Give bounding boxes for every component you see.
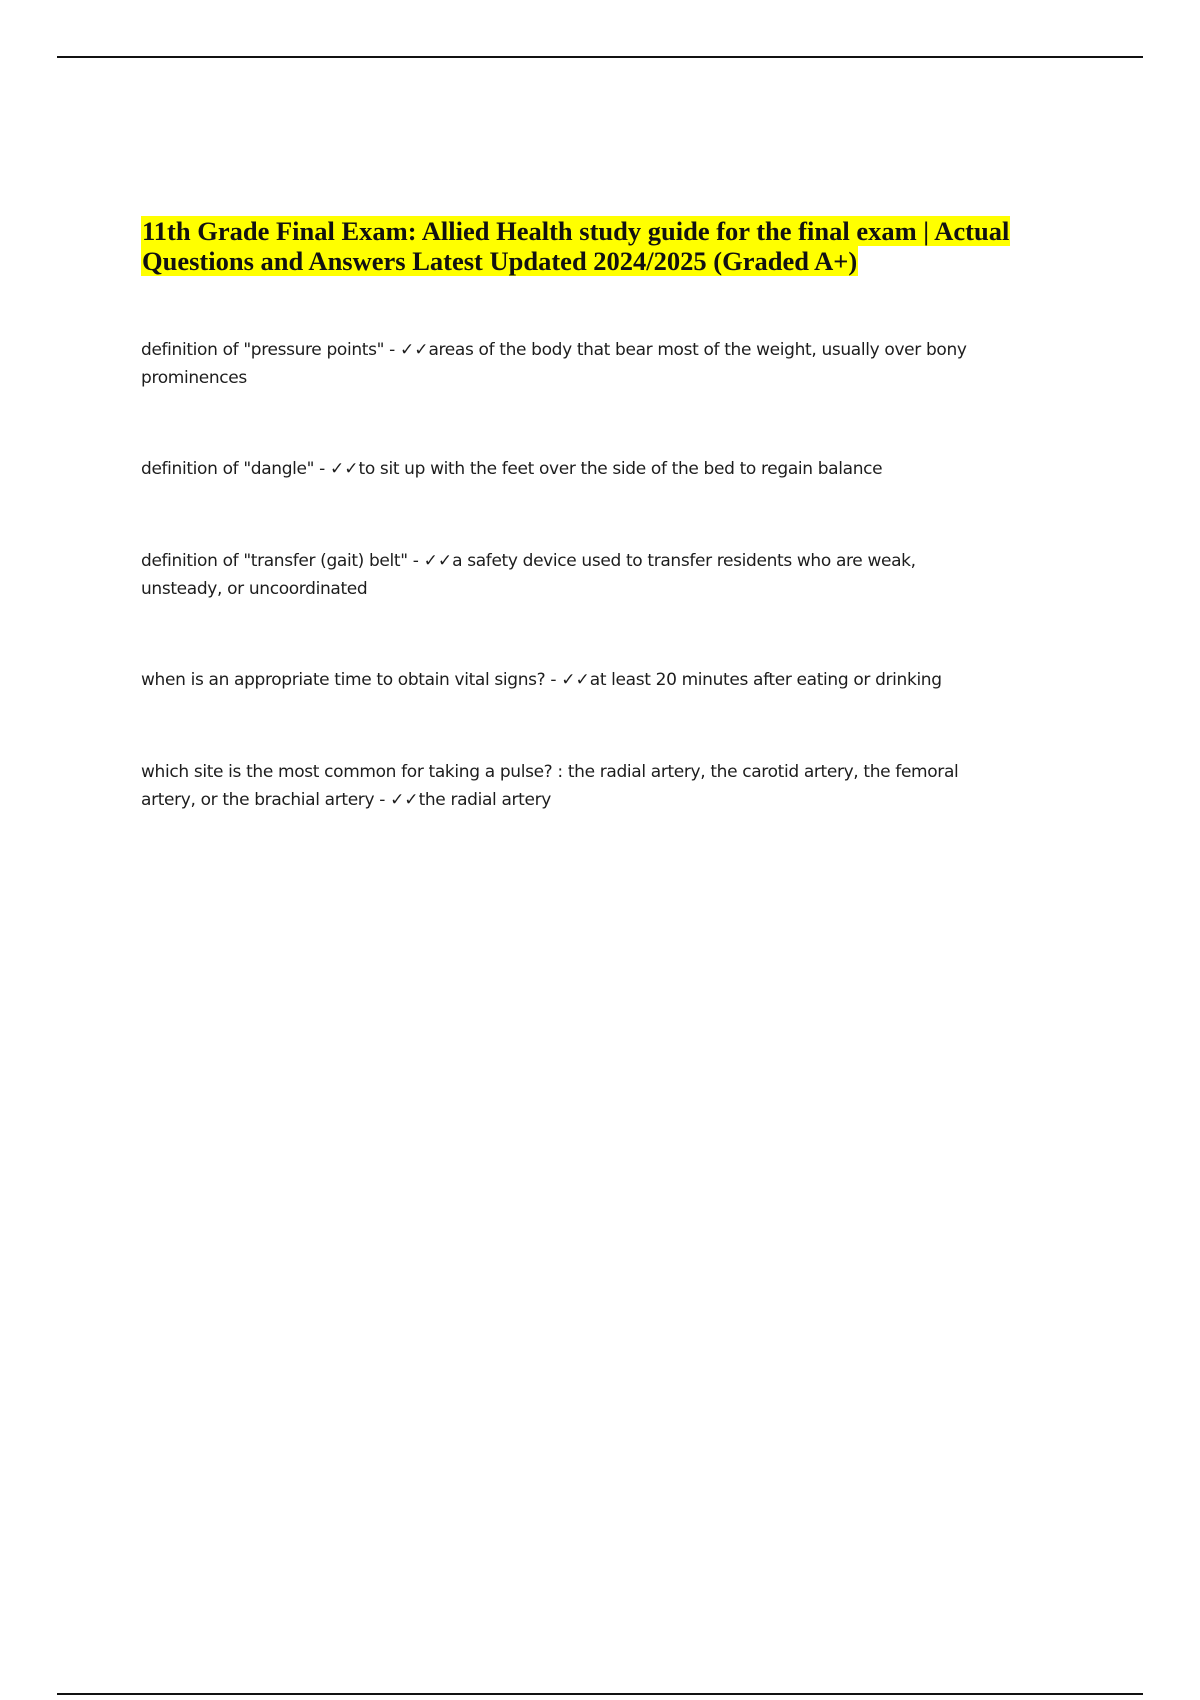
- double-check-icon: ✓✓: [399, 340, 429, 360]
- document-title: [141, 216, 1081, 276]
- answer-text: at least 20 minutes after eating or drinking: [589, 670, 942, 690]
- header-rule: [57, 56, 1143, 58]
- separator: -: [407, 551, 424, 571]
- answer-text: areas of the body that bear most of the weight, usually over bony prominences: [141, 340, 967, 388]
- separator: -: [545, 670, 562, 690]
- qa-item-5: [141, 758, 971, 814]
- title-highlight: 11th Grade Final Exam: Allied Health study guide for the final exam | Actual Questions and Answers Latest Updated 2024/2025 (Graded A+): [142, 216, 1010, 276]
- qa-item-4: [141, 666, 1041, 694]
- separator: -: [314, 459, 331, 479]
- separator: -: [384, 340, 400, 360]
- question-text: definition of "transfer (gait) belt": [141, 551, 408, 571]
- question-text: definition of "dangle": [141, 459, 315, 479]
- separator: -: [374, 790, 391, 810]
- qa-item-3: [141, 547, 941, 603]
- double-check-icon: ✓✓: [423, 551, 453, 571]
- footer-rule: [57, 1693, 1143, 1695]
- answer-text: the radial artery: [418, 790, 551, 810]
- double-check-icon: ✓✓: [390, 790, 419, 810]
- question-text: definition of "pressure points": [141, 340, 385, 360]
- answer-text: a safety device used to transfer residents who are weak, unsteady, or uncoordinated: [141, 551, 916, 599]
- double-check-icon: ✓✓: [330, 459, 359, 479]
- answer-text: to sit up with the feet over the side of the bed to regain balance: [358, 459, 883, 479]
- question-text: which site is the most common for taking a pulse? : the radial artery, the carotid artery, the femoral artery, or the brachial artery: [141, 762, 959, 810]
- double-check-icon: ✓✓: [561, 670, 590, 690]
- qa-item-2: [141, 455, 1041, 483]
- question-text: when is an appropriate time to obtain vital signs?: [141, 670, 546, 690]
- qa-item-1: [141, 336, 1041, 392]
